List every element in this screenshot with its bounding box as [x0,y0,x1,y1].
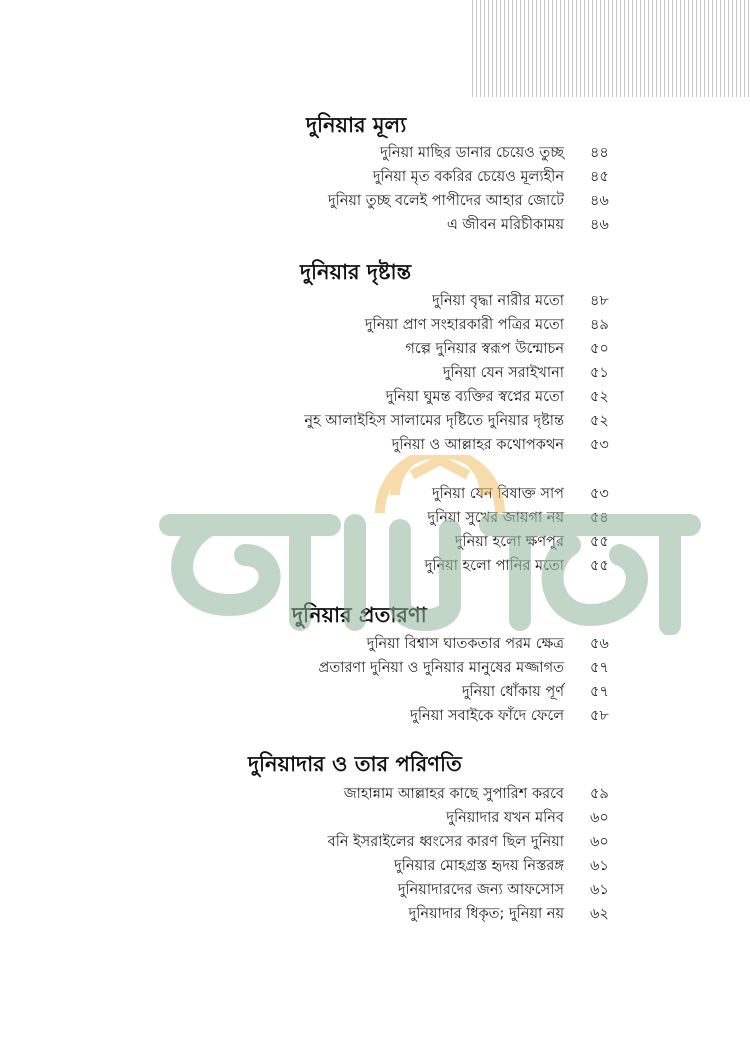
toc-entry[interactable] [0,782,750,806]
entry-title: প্রতারণা দুনিয়া ও দুনিয়ার মানুষের মজ্জাগত [318,660,564,676]
entry-title: দুনিয়া মৃত বকরির চেয়েও মূল্যহীন [372,169,564,185]
entry-page: ৫০ [590,341,609,357]
toc-entry[interactable] [0,385,750,409]
entry-page: ৫৭ [590,660,609,676]
entry-title: দুনিয়া ও আল্লাহর কথোপকথন [391,437,564,453]
section-heading: দুনিয়ার প্রতারণা [292,603,427,627]
toc-entry[interactable] [0,409,750,433]
entry-title: দুনিয়া বিশ্বাস ঘাতকতার পরম ক্ষেত্র [366,636,564,652]
entry-title: দুনিয়ার মোহগ্রস্ত হৃদয় নিস্তরঙ্গ [394,858,564,874]
toc-entry[interactable] [0,141,750,165]
entry-title: দুনিয়া সবাইকে ফাঁদে ফেলে [410,708,564,724]
entry-title: দুনিয়া হলো পানির মতো [424,558,564,574]
entry-page: ৫২ [590,413,609,429]
entry-title: দুনিয়া বৃদ্ধা নারীর মতো [432,293,564,309]
section-heading: দুনিয়ার মূল্য [306,113,407,137]
entry-page: ৫৭ [590,684,609,700]
entry-page: ৪৫ [590,169,609,185]
entry-page: ৫৪ [590,510,609,526]
entry-page: ৪৬ [590,193,609,209]
entry-page: ৫৫ [590,534,609,550]
entry-page: ৫১ [590,365,609,381]
decorative-stripes [472,0,750,97]
toc-entry[interactable] [0,313,750,337]
entry-page: ৫৩ [590,437,609,453]
entry-title: দুনিয়াদার যখন মনিব [446,810,564,826]
entry-title: দুনিয়া ধোঁকায় পূর্ণ [461,684,564,700]
toc-entry[interactable] [0,656,750,680]
entry-page: ৫৯ [590,786,609,802]
toc-entry[interactable] [0,482,750,506]
entry-page: ৬২ [590,906,609,922]
entry-title: দুনিয়া সুখের জায়গা নয় [427,510,564,526]
entry-page: ৬০ [590,834,609,850]
entry-title: দুনিয়া ঘুমন্ত ব্যক্তির স্বপ্নের মতো [385,389,564,405]
entry-page: ৪৮ [590,293,609,309]
section-heading: দুনিয়ার দৃষ্টান্ত [300,260,412,284]
toc-entry[interactable] [0,213,750,237]
toc-entry[interactable] [0,902,750,926]
entry-page: ৫৮ [590,708,609,724]
entry-title: বনি ইসরাইলের ধ্বংসের কারণ ছিল দুনিয়া [327,834,564,850]
section-heading: দুনিয়াদার ও তার পরিণতি [248,752,462,776]
entry-page: ৫৬ [590,636,609,652]
entry-title: দুনিয়া যেন সরাইখানা [442,365,564,381]
toc-entry[interactable] [0,530,750,554]
entry-page: ৬০ [590,810,609,826]
toc-entry[interactable] [0,878,750,902]
entry-page: ৪৬ [590,217,609,233]
toc-entry[interactable] [0,806,750,830]
toc-entry[interactable] [0,189,750,213]
entry-page: ৬১ [590,858,609,874]
entry-page: ৫৫ [590,558,609,574]
entry-page: ৫২ [590,389,609,405]
entry-title: এ জীবন মরিচীকাময় [446,217,564,233]
entry-page: ৬১ [590,882,609,898]
entry-page: ৪৪ [590,145,609,161]
entry-page: ৫৩ [590,486,609,502]
toc-entry[interactable] [0,433,750,457]
entry-title: দুনিয়া হলো ক্ষণপুর [454,534,564,550]
toc-entry[interactable] [0,680,750,704]
entry-title: দুনিয়া মাছির ডানার চেয়েও তুচ্ছ [380,145,564,161]
toc-entry[interactable] [0,361,750,385]
entry-title: গল্পে দুনিয়ার স্বরূপ উন্মোচন [405,341,564,357]
toc-entry[interactable] [0,506,750,530]
toc-entry[interactable] [0,854,750,878]
entry-title: দুনিয়াদার ধিকৃত; দুনিয়া নয় [408,906,564,922]
toc-entry[interactable] [0,289,750,313]
entry-title: দুনিয়া তুচ্ছ বলেই পাপীদের আহার জোটে [327,193,564,209]
toc-entry[interactable] [0,165,750,189]
toc-entry[interactable] [0,704,750,728]
toc-entry[interactable] [0,632,750,656]
toc-entry[interactable] [0,830,750,854]
entry-title: দুনিয়াদারদের জন্য আফসোস [397,882,564,898]
entry-page: ৪৯ [590,317,609,333]
toc-entry[interactable] [0,554,750,578]
entry-title: দুনিয়া যেন বিষাক্ত সাপ [431,486,564,502]
entry-title: নুহ আলাইহিস সালামের দৃষ্টিতে দুনিয়ার দৃষ্টান্ত [304,413,564,429]
entry-title: জাহান্নাম আল্লাহর কাছে সুপারিশ করবে [343,786,564,802]
toc-entry[interactable] [0,337,750,361]
entry-title: দুনিয়া প্রাণ সংহারকারী পত্রির মতো [364,317,564,333]
